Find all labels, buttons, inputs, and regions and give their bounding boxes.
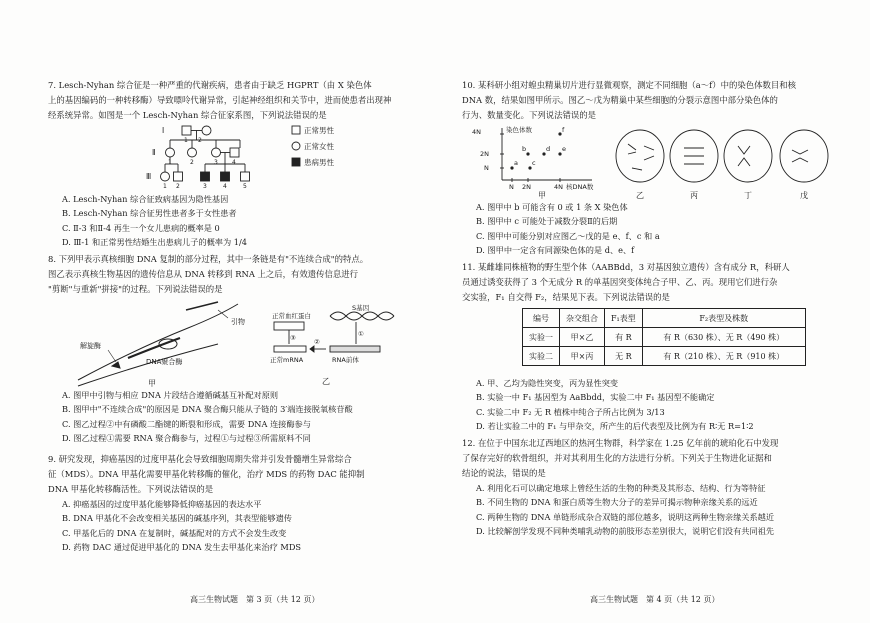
q11-stem-line-3: 交实验，F₁ 自交得 F₂，结果见下表。下列说法错误的是 [462, 292, 670, 302]
q11-option-d[interactable]: D. 若让实验二中的 F₁ 与甲杂交，所产生的后代表型及比例为有 R∶无 R=1∶2 [476, 420, 754, 431]
point-label-b: b [522, 145, 527, 153]
pedigree-II-4 [230, 148, 239, 157]
legend-normal-male-icon [292, 126, 300, 134]
pedigree-II-2 [188, 148, 197, 157]
point-label-a: a [514, 159, 518, 167]
table-header: F₂表型及株数 [642, 309, 805, 328]
q9-stem-line-3: DNA 甲基化转移酶活性。下列说法错误的是 [48, 484, 214, 494]
label-primer: 引物 [231, 318, 245, 326]
q9-stem-line-2: 征（MDS）。DNA 甲基化需要甲基化转移酶的催化，治疗 MDS 的药物 DAC 能抑制 [48, 469, 365, 479]
caption-wu: 戊 [800, 191, 808, 200]
q7-option-c[interactable]: C. Ⅱ-3 和Ⅱ-4 再生一个女儿患病的概率是 0 [62, 222, 220, 233]
table-header: 杂交组合 [560, 309, 605, 328]
gen-label-III: Ⅲ [146, 172, 152, 181]
pedigree-III-3 [201, 172, 210, 181]
legend-normal-male: 正常男性 [304, 126, 334, 135]
label-helicase: 解旋酶 [80, 342, 101, 350]
q12-option-c[interactable]: C. 两种生物的 DNA 单链形成杂合双链的部位越多，说明这两种生物亲缘关系越近 [476, 511, 775, 522]
table-cell: 甲×丙 [560, 347, 605, 366]
page-4 [462, 0, 857, 623]
q9-option-b[interactable]: B. DNA 甲基化不会改变相关基因的碱基序列，其表型能够遗传 [62, 513, 292, 524]
q8-option-b[interactable]: B. 图甲中"不连续合成"的原因是 DNA 聚合酶只能从子链的 3′端连接脱氧核苷酸 [62, 404, 353, 415]
table-row [523, 347, 806, 366]
caption-yi-10: 乙 [636, 191, 644, 200]
table-cell: 甲×乙 [560, 328, 605, 347]
question-8 [48, 252, 448, 297]
footer-page-4: 高三生物试题 第 4 页（共 12 页） [590, 595, 720, 604]
table-cell: 有 R（210 株）、无 R（910 株） [642, 347, 805, 366]
pedigree-III-5 [241, 172, 250, 181]
label-normal-hemoglobin: 正常血红蛋白 [272, 312, 311, 320]
q10-stem-line-1: 10. 某科研小组对蝗虫精巢切片进行显微观察，测定不同细胞（a～f）中的染色体数目和核 [462, 80, 796, 90]
question-7 [48, 78, 448, 123]
q12-option-d[interactable]: D. 比较解剖学发现不同种类哺乳动物的前肢形态差别很大，说明它们没有共同祖先 [476, 525, 775, 536]
q7-stem-line-1: 7. Lesch-Nyhan 综合征是一种严重的代谢疾病，患者由于缺乏 HGPRT（由 X 染色体 [48, 80, 372, 90]
pedigree-I-2 [202, 126, 211, 135]
q10-options [462, 200, 857, 257]
q7-option-a[interactable]: A. Lesch-Nyhan 综合征致病基因为隐性基因 [62, 194, 229, 204]
pedigree-III-4 [221, 172, 230, 181]
question-11 [462, 260, 857, 305]
q10-option-c[interactable]: C. 图甲中可能分别对应图乙～戊的是 e、f、c 和 a [476, 230, 660, 241]
label-step-3: ③ [290, 334, 296, 342]
label-normal-mrna: 正常mRNA [270, 356, 304, 364]
point-label-d: d [546, 145, 551, 153]
q12-option-b[interactable]: B. 不同生物的 DNA 和蛋白质等生物大分子的差异可揭示物种亲缘关系的远近 [476, 497, 758, 508]
caption-bing: 丙 [690, 191, 698, 200]
q12-stem-line-2: 了保存完好的软骨组织，并对其利用生化的方法进行分析。下列关于生物进化证据和 [462, 453, 772, 463]
q7-option-b[interactable]: B. Lesch-Nyhan 综合征男性患者多于女性患者 [62, 208, 237, 219]
page-3 [48, 0, 448, 623]
table-header: 编号 [523, 309, 560, 328]
point-label-e: e [562, 145, 566, 153]
q12-stem-line-1: 12. 在位于中国东北辽西地区的热河生物群，科学家在 1.25 亿年前的琥珀化石中发现 [462, 438, 779, 448]
q8-option-a[interactable]: A. 图甲中引物与相应 DNA 片段结合遵循碱基互补配对原则 [62, 390, 279, 400]
q7-stem-line-3: 经系统异常。如图是一个 Lesch-Nyhan 综合征家系图，下列说法错误的是 [48, 110, 327, 120]
y-tick-n: N [484, 164, 489, 172]
q11-option-b[interactable]: B. 实验一中 F₁ 基因型为 AaBbdd，实验二中 F₁ 基因型不能确定 [476, 392, 715, 403]
cell-yi [616, 130, 664, 182]
table-cell: 实验二 [523, 347, 560, 366]
svg-text:4: 4 [223, 183, 227, 190]
table-cell: 无 R [605, 347, 643, 366]
question-10 [462, 78, 857, 123]
pedigree-I-1 [182, 126, 191, 135]
q11-option-a[interactable]: A. 甲、乙均为隐性突变，丙为显性突变 [476, 378, 619, 388]
legend-affected-male: 患病男性 [304, 158, 334, 167]
caption-jia: 甲 [148, 379, 156, 388]
q9-option-d[interactable]: D. 药物 DAC 通过促进甲基化的 DNA 发生去甲基化来治疗 MDS [62, 541, 301, 552]
svg-text:1: 1 [184, 137, 188, 144]
q8-figure-jia [68, 298, 258, 388]
cell-ding [724, 130, 772, 182]
q11-option-c[interactable]: C. 实验二中 F₂ 无 R 植株中纯合子所占比例为 3/13 [476, 406, 665, 417]
label-dna-polymerase: DNA聚合酶 [146, 358, 183, 366]
y-axis-label: 染色体数 [506, 126, 532, 134]
svg-text:2: 2 [176, 183, 180, 190]
y-tick-4n: 4N [472, 128, 481, 136]
q12-option-a[interactable]: A. 利用化石可以确定地球上曾经生活的生物的种类及其形态、结构、行为等特征 [476, 483, 766, 493]
q9-stem-line-1: 9. 研究发现，抑癌基因的过度甲基化会导致细胞周期失常并引发骨髓增生异常综合 [48, 454, 352, 464]
svg-text:4: 4 [232, 159, 236, 166]
pedigree-II-1 [166, 148, 175, 157]
table-header-row [523, 309, 806, 328]
point-label-f: f [562, 126, 565, 134]
q10-figures [472, 124, 852, 200]
helicase-shape [112, 362, 120, 368]
legend-affected-male-icon [292, 158, 300, 166]
svg-text:5: 5 [243, 183, 247, 190]
q9-option-c[interactable]: C. 甲基化后的 DNA 在复制时，碱基配对的方式不会发生改变 [62, 527, 287, 538]
caption-yi: 乙 [322, 377, 330, 386]
q8-stem-line-2: 图乙表示真核生物基因的遗传信息从 DNA 转移到 RNA 上之后，有效遗传信息进行 [48, 269, 359, 279]
svg-text:1: 1 [163, 183, 167, 190]
q7-option-d[interactable]: D. Ⅲ-1 和正常男性结婚生出患病儿子的概率为 1/4 [62, 236, 247, 247]
q11-stem-line-2: 员通过诱变获得了 3 个无成分 R 的单基因突变体纯合子甲、乙、丙。现用它们进行杂 [462, 277, 778, 287]
q10-stem-line-2: DNA 数，结果如图甲所示。图乙～戊为精巢中某些细胞的分裂示意图中部分染色体的 [462, 95, 778, 105]
pedigree-III-2 [174, 172, 183, 181]
q11-options [462, 376, 857, 433]
svg-text:3: 3 [203, 183, 207, 190]
q12-stem-line-3: 结论的说法，错误的是 [462, 468, 546, 478]
x-tick-2n: 2N [522, 183, 531, 191]
q8-option-d[interactable]: D. 图乙过程①需要 RNA 聚合酶参与，过程①与过程③所需原料不同 [62, 432, 311, 443]
svg-text:1: 1 [168, 159, 172, 166]
x-tick-n: N [509, 183, 514, 191]
table-header: F₁表型 [605, 309, 643, 328]
footer-page-3: 高三生物试题 第 3 页（共 12 页） [190, 595, 320, 604]
question-9 [48, 452, 448, 554]
table-cell: 有 R [605, 328, 643, 347]
cell-wu [780, 130, 828, 182]
q10-stem-line-3: 行为、数量变化。下列说法错误的是 [462, 110, 596, 120]
table-cell: 实验一 [523, 328, 560, 347]
q11-stem-line-1: 11. 某雌雄同株植物的野生型个体（AABBdd，3 对基因独立遗传）含有成分 R，科研人 [462, 262, 790, 272]
caption-ding: 丁 [744, 191, 752, 200]
q10-option-b[interactable]: B. 图甲中 c 可能处于减数分裂Ⅱ的后期 [476, 216, 618, 227]
pedigree-III-1 [161, 172, 170, 181]
gen-label-I: Ⅰ [162, 126, 165, 135]
svg-text:2: 2 [190, 159, 194, 166]
point-label-c: c [532, 159, 536, 167]
legend-normal-female: 正常女性 [304, 142, 334, 151]
q10-option-a[interactable]: A. 图甲中 b 可能含有 0 或 1 条 X 染色体 [476, 202, 628, 212]
label-s-gene: S基因 [352, 304, 370, 312]
y-tick-2n: 2N [480, 150, 489, 158]
q7-options [48, 192, 448, 249]
pedigree-figure [146, 122, 370, 190]
q10-option-d[interactable]: D. 图甲中一定含有同源染色体的是 d、e、f [476, 244, 635, 255]
table-cell: 有 R（630 株）、无 R（490 株） [642, 328, 805, 347]
svg-text:3: 3 [214, 159, 218, 166]
label-rna-precursor: RNA前体 [332, 356, 359, 364]
q11-table [522, 308, 806, 366]
x-tick-4n: 4N [554, 183, 563, 191]
label-step-2: ② [314, 338, 320, 346]
q7-stem-line-2: 上的基因编码的一种转移酶）导致嘌呤代谢异常，引起神经组织和关节中，进而使患者出现神 [48, 95, 392, 105]
q8-option-c[interactable]: C. 图乙过程②中有磷酸二酯键的断裂和形成，需要 DNA 连接酶参与 [62, 418, 311, 429]
label-step-1: ① [358, 330, 364, 338]
gen-label-II: Ⅱ [152, 148, 156, 157]
q8-stem-line-1: 8. 下列甲表示真核细胞 DNA 复制的部分过程，其中一条链是有"不连续合成"的特点。 [48, 254, 369, 264]
pedigree-II-3 [212, 148, 221, 157]
caption-jia-10: 甲 [538, 191, 546, 200]
q8-options [48, 388, 448, 445]
svg-text:2: 2 [198, 137, 202, 144]
legend-normal-female-icon [292, 142, 300, 150]
question-12 [462, 436, 857, 538]
x-axis-label: 核DNA数 [566, 183, 594, 191]
table-row [523, 328, 806, 347]
q8-stem-line-3: "剪断"与重新"拼接"的过程。下列说法错误的是 [48, 284, 223, 294]
q9-option-a[interactable]: A. 抑癌基因的过度甲基化能够降低抑癌基因的表达水平 [62, 499, 262, 509]
q8-figure-yi [260, 304, 410, 388]
